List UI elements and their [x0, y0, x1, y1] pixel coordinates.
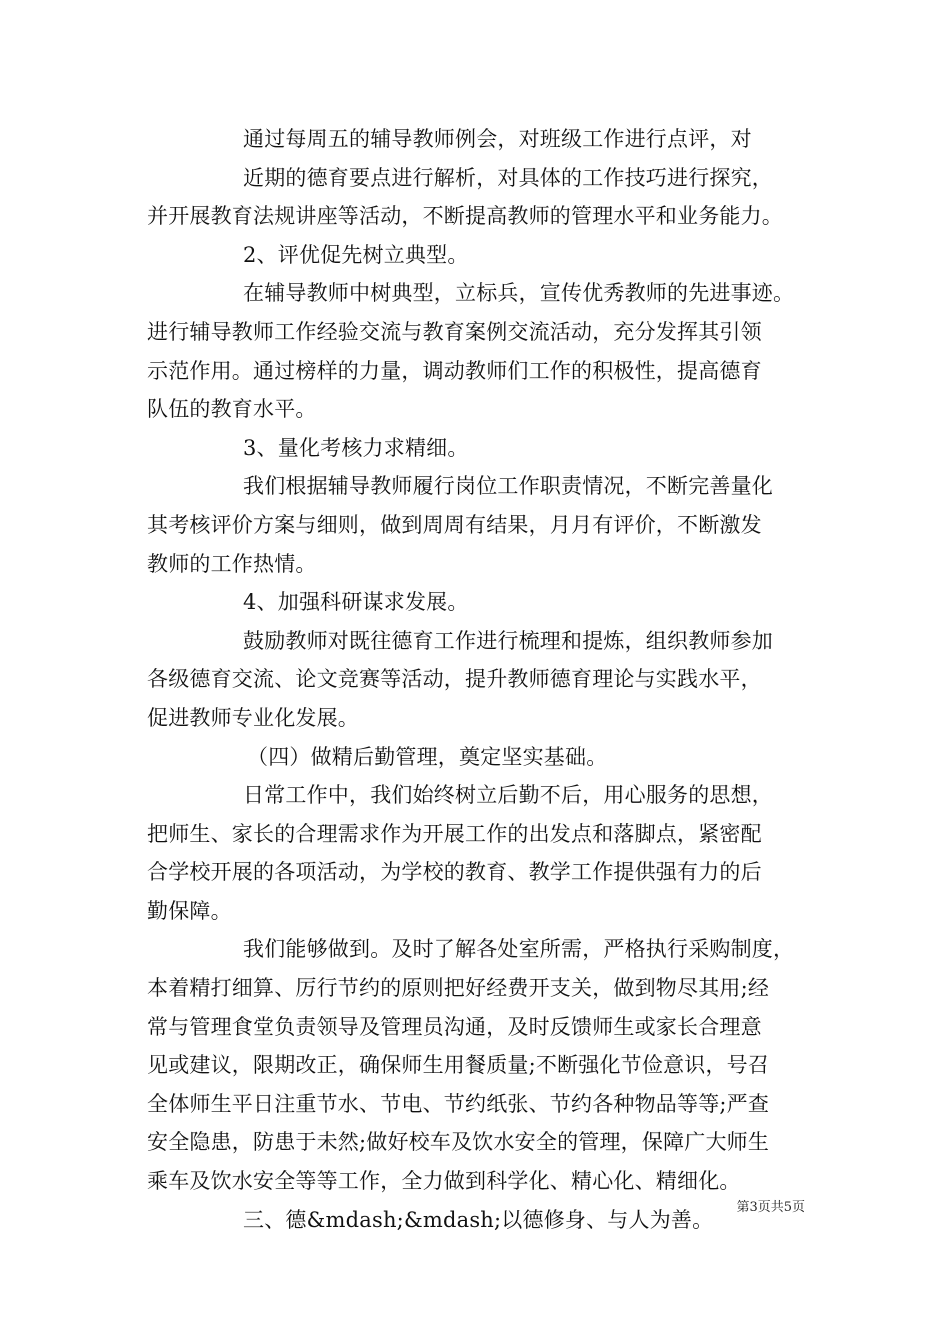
paragraph-line: 我们能够做到。及时了解各处室所需，严格执行采购制度， — [243, 937, 795, 962]
document-body — [147, 120, 837, 1239]
paragraph-line: 促进教师专业化发展。 — [147, 705, 359, 730]
paragraph-line: 合学校开展的各项活动，为学校的教育、教学工作提供强有力的后 — [147, 860, 762, 885]
paragraph-line: 进行辅导教师工作经验交流与教育案例交流活动，充分发挥其引领 — [147, 319, 762, 344]
section-heading: 2、评优促先树立典型。 — [243, 242, 469, 267]
section-heading: （四）做精后勤管理，奠定坚实基础。 — [247, 744, 608, 769]
page-number: 第3页共5页 — [736, 1200, 805, 1215]
paragraph-line: 见或建议，限期改正，确保师生用餐质量;不断强化节俭意识，号召 — [147, 1053, 770, 1078]
paragraph-line: 安全隐患，防患于未然;做好校车及饮水安全的管理，保障广大师生 — [147, 1130, 770, 1155]
paragraph-line: 日常工作中，我们始终树立后勤不后，用心服务的思想， — [243, 783, 773, 808]
paragraph-line: 把师生、家长的合理需求作为开展工作的出发点和落脚点，紧密配 — [147, 821, 762, 846]
paragraph-line: 通过每周五的辅导教师例会，对班级工作进行点评，对 — [243, 127, 752, 151]
paragraph-line: 近期的德育要点进行解析，对具体的工作技巧进行探究， — [243, 165, 773, 190]
section-heading: 3、量化考核力求精细。 — [243, 435, 469, 460]
paragraph-line: 我们根据辅导教师履行岗位工作职责情况，不断完善量化 — [243, 474, 773, 499]
paragraph-line: 本着精打细算、厉行节约的原则把好经费开支关，做到物尽其用;经 — [147, 976, 770, 1001]
paragraph-line: 并开展教育法规讲座等活动，不断提高教师的管理水平和业务能力。 — [147, 204, 783, 229]
section-heading: 三、德&mdash;&mdash;以德修身、与人为善。 — [243, 1207, 714, 1232]
paragraph-line: 其考核评价方案与细则，做到周周有结果，月月有评价，不断激发 — [147, 512, 762, 537]
paragraph-line: 全体师生平日注重节水、节电、节约纸张、节约各种物品等等;严查 — [147, 1091, 770, 1116]
paragraph-line: 常与管理食堂负责领导及管理员沟通，及时反馈师生或家长合理意 — [147, 1014, 762, 1039]
paragraph-line: 教师的工作热情。 — [147, 551, 317, 576]
paragraph-line: 鼓励教师对既往德育工作进行梳理和提炼，组织教师参加 — [243, 628, 773, 653]
paragraph-line: 在辅导教师中树典型，立标兵，宣传优秀教师的先进事迹。 — [243, 281, 795, 306]
paragraph-line: 示范作用。通过榜样的力量，调动教师们工作的积极性，提高德育 — [147, 358, 762, 383]
paragraph-line: 队伍的教育水平。 — [147, 397, 317, 422]
section-heading: 4、加强科研谋求发展。 — [243, 590, 469, 615]
paragraph-line: 各级德育交流、论文竞赛等活动，提升教师德育理论与实践水平， — [147, 667, 762, 692]
paragraph-line: 乘车及饮水安全等等工作，全力做到科学化、精心化、精细化。 — [147, 1169, 741, 1194]
paragraph-line: 勤保障。 — [147, 898, 232, 923]
